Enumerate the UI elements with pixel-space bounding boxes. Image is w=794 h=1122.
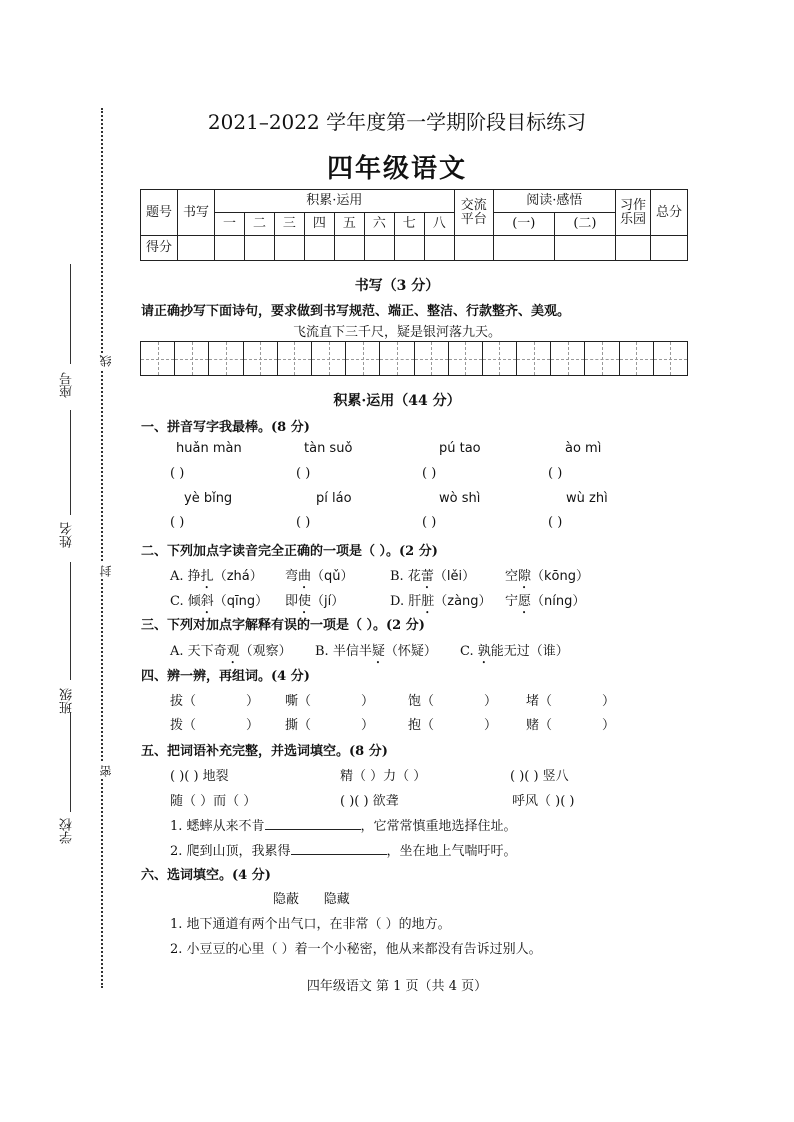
q2-option-b2: 空隙（kōng） xyxy=(505,569,590,584)
writing-grid[interactable] xyxy=(140,341,688,376)
name-field[interactable] xyxy=(70,410,71,515)
binding-dotted-line xyxy=(101,108,103,988)
q6-sentence-2[interactable]: 2. 小豆豆的心里（ ）着一个小秘密，他从来都没有告诉过别人。 xyxy=(170,942,542,957)
q1-answer-8[interactable]: ( ) xyxy=(548,515,563,530)
q4-heading: 四、辨一辨，再组词。(4 分) xyxy=(141,669,310,684)
score-cell[interactable] xyxy=(274,236,304,261)
q2-option-c[interactable]: C. 倾斜（qīng） xyxy=(170,594,269,609)
th-yuedu: 阅读·感悟 xyxy=(493,190,615,213)
seal-char-mi: 密 xyxy=(99,765,113,777)
score-cell[interactable] xyxy=(651,236,688,261)
q3-option-a[interactable]: A. 天下奇观（观察） xyxy=(170,644,292,659)
q1-pinyin-1: huǎn màn xyxy=(176,441,242,456)
q1-pinyin-5: yè bǐng xyxy=(184,491,233,506)
q2-option-a2: 弯曲（qǔ） xyxy=(285,569,354,584)
q6-sentence-1[interactable]: 1. 地下通道有两个出气口，在非常（ ）的地方。 xyxy=(170,917,451,932)
q5-blank-2[interactable] xyxy=(291,842,387,855)
score-cell[interactable] xyxy=(304,236,334,261)
td-defen: 得分 xyxy=(141,236,178,261)
jilei-heading: 积累·运用（44 分） xyxy=(333,393,461,409)
th-tihao: 题号 xyxy=(141,190,178,236)
q6-word-choices: 隐蔽 隐藏 xyxy=(273,892,350,907)
q1-answer-3[interactable]: ( ) xyxy=(422,466,437,481)
th-yuedu-2: (二) xyxy=(554,213,615,236)
q3-option-c[interactable]: C. 孰能无过（谁） xyxy=(460,644,569,659)
q6-heading: 六、选词填空。(4 分) xyxy=(141,868,271,883)
th-col-5: 五 xyxy=(334,213,364,236)
q1-answer-2[interactable]: ( ) xyxy=(296,466,311,481)
name-label: 姓名 xyxy=(60,522,75,548)
th-col-1: 一 xyxy=(215,213,245,236)
q1-answer-1[interactable]: ( ) xyxy=(170,466,185,481)
score-cell[interactable] xyxy=(616,236,651,261)
class-field[interactable] xyxy=(70,562,71,680)
q5-sentence-1: 1. 蟋蟀从来不肯 ，它常常慎重地选择住址。 xyxy=(170,819,517,834)
q4-item-4[interactable]: 堵（ ） xyxy=(526,694,616,709)
q5-heading: 五、把词语补充完整，并选词填空。(8 分) xyxy=(141,744,388,759)
q4-item-8[interactable]: 赌（ ） xyxy=(526,718,616,733)
th-col-8: 八 xyxy=(424,213,454,236)
q5-idiom-3[interactable]: ( )( ) 竖八 xyxy=(510,769,569,784)
q1-answer-6[interactable]: ( ) xyxy=(296,515,311,530)
score-table xyxy=(140,189,688,261)
score-cell[interactable] xyxy=(394,236,424,261)
q3-option-b[interactable]: B. 半信半疑（怀疑） xyxy=(315,644,437,659)
seal-char-feng: 封 xyxy=(99,565,113,577)
th-jiaoliu: 交流 平台 xyxy=(454,190,493,236)
score-cell[interactable] xyxy=(178,236,215,261)
score-cell[interactable] xyxy=(244,236,274,261)
q4-item-7[interactable]: 抱（ ） xyxy=(408,718,498,733)
th-col-6: 六 xyxy=(364,213,394,236)
q1-pinyin-3: pú tao xyxy=(439,441,481,456)
q5-blank-1[interactable] xyxy=(265,817,361,830)
q5-idiom-4[interactable]: 随（ ）而（ ） xyxy=(170,794,257,809)
q4-item-5[interactable]: 拨（ ） xyxy=(170,718,260,733)
q5-idiom-6[interactable]: 呼风（ )( ) xyxy=(512,794,575,809)
th-xizuo: 习作 乐园 xyxy=(616,190,651,236)
score-cell[interactable] xyxy=(554,236,615,261)
th-col-3: 三 xyxy=(274,213,304,236)
q1-pinyin-6: pí láo xyxy=(316,491,352,506)
q2-option-d[interactable]: D. 肝脏（zàng） xyxy=(390,594,492,609)
q4-item-2[interactable]: 嘶（ ） xyxy=(285,694,375,709)
q5-idiom-2[interactable]: 精（ ）力（ ） xyxy=(340,769,427,784)
th-col-7: 七 xyxy=(394,213,424,236)
q1-pinyin-2: tàn suǒ xyxy=(304,441,353,456)
th-zongfen: 总分 xyxy=(651,190,688,236)
page-footer: 四年级语文 第 1 页（共 4 页） xyxy=(306,979,488,994)
q2-option-a[interactable]: A. 挣扎（zhá） xyxy=(170,569,263,584)
seal-char-xian: 线 xyxy=(99,355,113,367)
th-shuxie: 书写 xyxy=(178,190,215,236)
q5-idiom-5[interactable]: ( )( ) 欲聋 xyxy=(340,794,399,809)
th-yuedu-1: (一) xyxy=(493,213,554,236)
class-label: 班级 xyxy=(60,688,75,714)
q1-answer-7[interactable]: ( ) xyxy=(422,515,437,530)
score-cell[interactable] xyxy=(364,236,394,261)
seat-label: 座号 xyxy=(60,372,75,398)
exam-title: 2021–2022 学年度第一学期阶段目标练习 xyxy=(207,110,587,134)
q1-pinyin-8: wù zhì xyxy=(566,491,608,506)
score-cell[interactable] xyxy=(493,236,554,261)
writing-instruction: 请正确抄写下面诗句，要求做到书写规范、端正、整洁、行款整齐、美观。 xyxy=(141,304,571,319)
score-cell[interactable] xyxy=(215,236,245,261)
q4-item-1[interactable]: 拔（ ） xyxy=(170,694,260,709)
q2-option-b[interactable]: B. 花蕾（lěi） xyxy=(390,569,476,584)
q2-option-c2: 即使（jí） xyxy=(285,594,345,609)
q2-option-d2: 宁愿（níng） xyxy=(505,594,586,609)
q1-heading: 一、拼音写字我最棒。(8 分) xyxy=(141,420,310,435)
school-label: 学校 xyxy=(60,818,75,844)
q1-pinyin-4: ào mì xyxy=(565,441,602,456)
th-col-4: 四 xyxy=(304,213,334,236)
q1-answer-4[interactable]: ( ) xyxy=(548,466,563,481)
q3-heading: 三、下列对加点字解释有误的一项是（ ）。(2 分) xyxy=(141,618,425,633)
score-cell[interactable] xyxy=(454,236,493,261)
school-field[interactable] xyxy=(70,712,71,812)
q5-idiom-1[interactable]: ( )( ) 地裂 xyxy=(170,769,229,784)
writing-heading: 书写（3 分） xyxy=(354,278,440,294)
score-cell[interactable] xyxy=(334,236,364,261)
q2-heading: 二、下列加点字读音完全正确的一项是（ ）。(2 分) xyxy=(141,544,438,559)
score-cell[interactable] xyxy=(424,236,454,261)
poem-line: 飞流直下三千尺，疑是银河落九天。 xyxy=(292,325,501,340)
th-col-2: 二 xyxy=(244,213,274,236)
q4-item-6[interactable]: 撕（ ） xyxy=(285,718,375,733)
q5-sentence-2: 2. 爬到山顶，我累得 ，坐在地上气喘吁吁。 xyxy=(170,844,517,859)
q1-answer-5[interactable]: ( ) xyxy=(170,515,185,530)
exam-subtitle: 四年级语文 xyxy=(326,154,467,184)
th-jilei: 积累·运用 xyxy=(215,190,455,213)
q1-pinyin-7: wò shì xyxy=(439,491,481,506)
q4-item-3[interactable]: 饱（ ） xyxy=(408,694,498,709)
